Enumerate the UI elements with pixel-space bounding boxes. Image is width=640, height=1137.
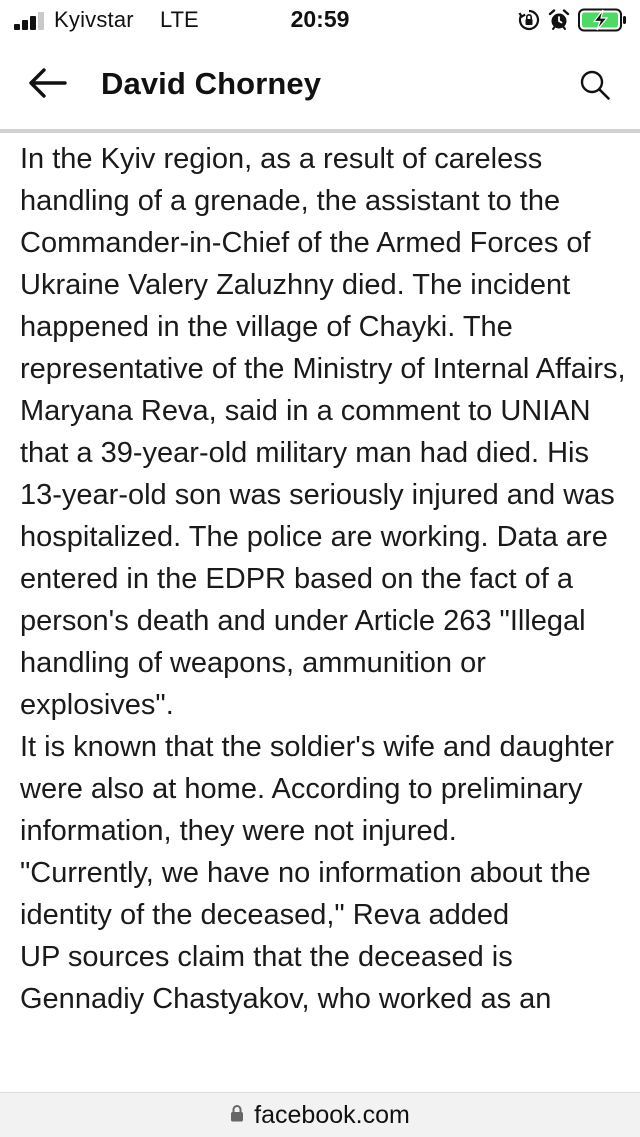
lock-icon: [230, 1104, 244, 1127]
network-type: LTE: [160, 7, 199, 32]
search-icon: [579, 69, 611, 106]
url-domain: facebook.com: [254, 1100, 410, 1129]
page-title: David Chorney: [101, 66, 322, 101]
url-bar[interactable]: [0, 1092, 640, 1137]
post-paragraph: UP sources claim that the deceased is Gennadiy Chastyakov, who worked as an: [20, 941, 552, 1015]
post-paragraph: In the Kyiv region, as a result of careless handling of a grenade, the assistant to the Commander-in-Chief of the Armed Forces of Ukraine Valery Zaluzhny died. The incident happened in the village of Chayki. The representative of the Ministry of Internal Affairs, Maryana Reva, said in a comment to UNIAN that a 39-year-old military man had died. His 13-year-old son was seriously injured and was hospitalized. The police are working. Data are entered in the EDPR based on the fact of a person's death and under Article 263 "Illegal handling of weapons, ammunition or explosives".: [20, 143, 626, 721]
carrier-name: Kyivstar: [54, 7, 134, 32]
nav-header: [0, 40, 640, 130]
alarm-icon: [548, 9, 570, 31]
status-bar: [0, 0, 640, 40]
battery-charging-icon: [578, 8, 628, 32]
back-button[interactable]: [20, 62, 74, 108]
post-text: [20, 138, 628, 1092]
header-divider: [0, 129, 640, 133]
post-paragraph: "Currently, we have no information about the identity of the deceased," Reva added: [20, 857, 591, 931]
search-button[interactable]: [570, 64, 620, 110]
orientation-lock-icon: [518, 9, 540, 31]
status-time: 20:59: [290, 6, 350, 32]
post-paragraph: It is known that the soldier's wife and daughter were also at home. According to preliminary information, they were not injured.: [20, 731, 614, 847]
back-arrow-icon: [27, 67, 67, 104]
